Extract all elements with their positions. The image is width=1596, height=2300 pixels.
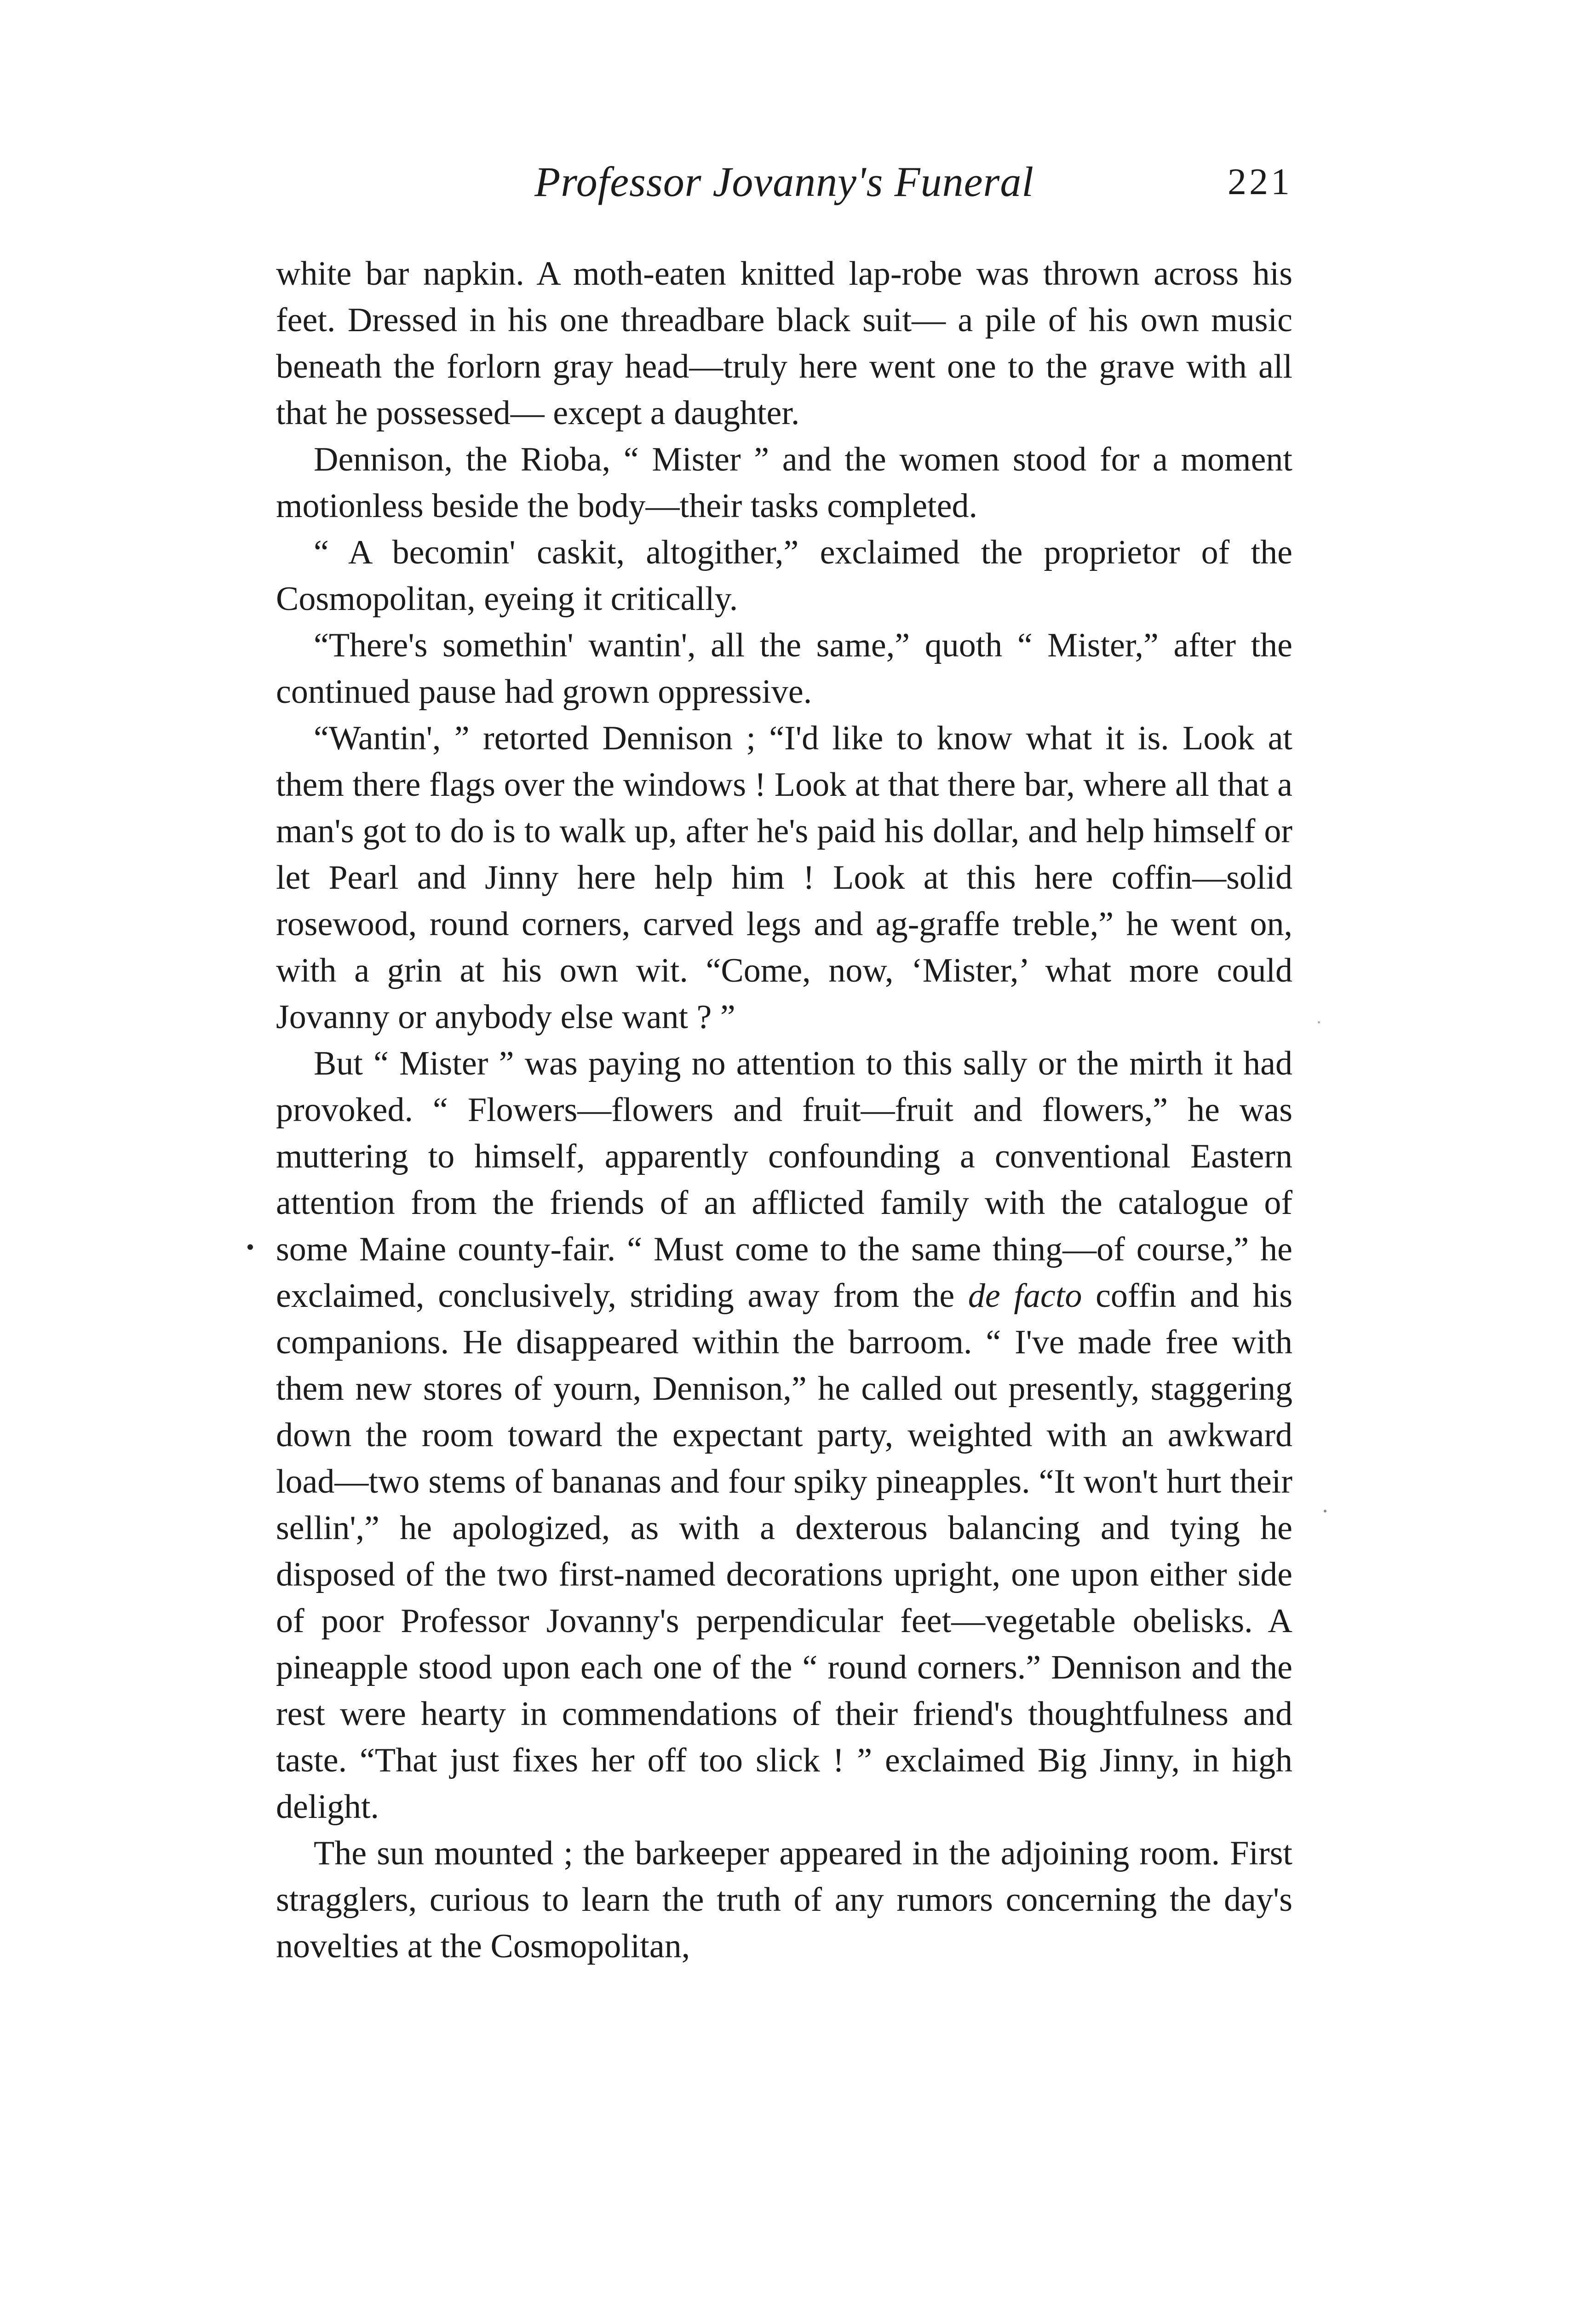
paragraph-3: “ A becomin' caskit, altogither,” exclaimed the proprietor of the Cosmopolitan, eyeing it critically. [276,534,1292,618]
paragraph-4: “There's somethin' wantin', all the same,” quoth “ Mister,” after the continued pause had grown oppressive. [276,627,1292,711]
running-head [276,152,1292,212]
paragraph-6-italic-phrase: de facto [968,1277,1082,1315]
paragraph-1: white bar napkin. A moth-eaten knitted lap-robe was thrown across his feet. Dressed in his one threadbare black suit— a pile of his own music beneath the forlorn gray head—truly here went one to the grave with all that he possessed— except a daughter. [276,255,1292,432]
margin-speck [1324,1510,1326,1512]
paragraph-6-text-after: coffin and his companions. He disappeared within the barroom. “ I've made free with them new stores of yourn, Dennison,” he called out presently, staggering down the room toward the expectant party, weighted with an awkward load—two stems of bananas and four spiky pineapples. “It won't hurt their sellin',” he apologized, as with a dexterous balancing and tying he disposed of the two first-named decorations upright, one upon either side of poor Professor Jovanny's perpendicular feet—vegetable obelisks. A pineapple stood upon each one of the “ round corners.” Dennison and the rest were hearty in commendations of their friend's thoughtfulness and taste. “That just fixes her off too slick ! ” exclaimed Big Jinny, in high delight. [276,1277,1293,1826]
paragraph-6-text-before: But “ Mister ” was paying no attention to this sally or the mirth it had provoked. “ Flowers—flowers and fruit—fruit and flowers,” he was muttering to himself, apparently confounding a conventional Eastern attention from the friends of an afflicted family with the catalogue of some Maine county-fair. “ Must come to the same thing—of course,” he exclaimed, conclusively, striding away from the [276,1045,1292,1315]
page-number: 221 [1228,161,1292,202]
body-text [276,251,1292,1970]
margin-speck [1318,1021,1320,1024]
paragraph-2: Dennison, the Rioba, “ Mister ” and the women stood for a moment motionless beside the body—their tasks completed. [276,441,1292,525]
paragraph-7: The sun mounted ; the barkeeper appeared in the adjoining room. First stragglers, curious to learn the truth of any rumors concerning the day's novelties at the Cosmopolitan, [276,1834,1292,1965]
paragraph-6 [276,1041,1292,1830]
running-title: Professor Jovanny's Funeral [534,158,1034,205]
paragraph-5: “Wantin', ” retorted Dennison ; “I'd like to know what it is. Look at them there flags over the windows ! Look at that there bar, where all that a man's got to do is to walk up, after he's paid his dollar, and help himself or let Pearl and Jinny here help him ! Look at this here coffin—solid rosewood, round corners, carved legs and ag-graffe treble,” he went on, with a grin at his own wit. “Come, now, ‘Mister,’ what more could Jovanny or anybody else want ? ” [276,719,1292,1036]
margin-speck [247,1244,253,1250]
